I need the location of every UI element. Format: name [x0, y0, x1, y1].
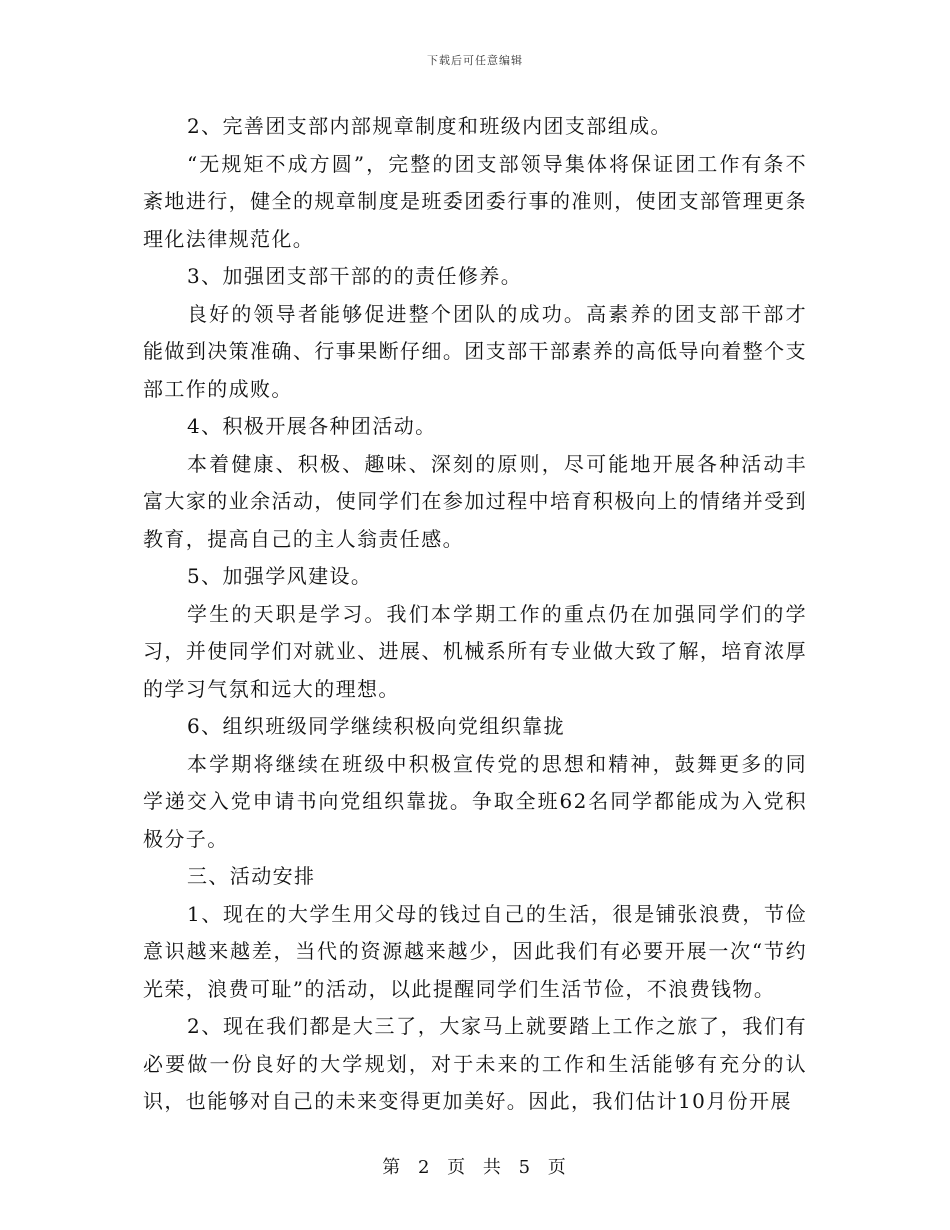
section-heading: 3、加强团支部干部的的责任修养。	[187, 264, 523, 288]
page-number-prefix: 第	[382, 1157, 403, 1178]
page-header: 下载后可任意编辑	[427, 54, 523, 67]
current-page-number: 2	[417, 1157, 432, 1178]
page-footer	[0, 1153, 950, 1179]
total-pages-number: 5	[518, 1157, 533, 1178]
total-label: 页	[547, 1157, 568, 1178]
document-body	[143, 108, 807, 1121]
paragraph: 良好的领导者能够促进整个团队的成功。高素养的团支部干部才能做到决策准确、行事果断仔细。团支部干部素养的高低导向着整个支部工作的成败。	[143, 301, 807, 401]
paragraph: “无规矩不成方圆”，完整的团支部领导集体将保证团工作有条不紊地进行，健全的规章制度是班委团委行事的准则，使团支部管理更条理化法律规范化。	[143, 151, 807, 251]
paragraph: 本学期将继续在班级中积极宣传党的思想和精神，鼓舞更多的同学递交入党申请书向党组织靠拢。争取全班62名同学都能成为入党积极分子。	[143, 751, 807, 851]
section-heading: 5、加强学风建设。	[187, 564, 373, 588]
total-prefix: 共	[482, 1157, 503, 1178]
section-heading: 4、积极开展各种团活动。	[187, 414, 437, 438]
section-heading: 2、完善团支部内部规章制度和班级内团支部组成。	[187, 114, 672, 138]
paragraph: 学生的天职是学习。我们本学期工作的重点仍在加强同学们的学习，并使同学们对就业、进展、机械系所有专业做大致了解，培育浓厚的学习气氛和远大的理想。	[143, 601, 807, 701]
section-heading: 三、活动安排	[187, 864, 316, 888]
paragraph: 1、现在的大学生用父母的钱过自己的生活，很是铺张浪费，节俭意识越来越差，当代的资源越来越少，因此我们有必要开展一次“节约光荣，浪费可耻”的活动，以此提醒同学们生活节俭，不浪费钱物。	[143, 901, 807, 1001]
page-label: 页	[447, 1157, 468, 1178]
paragraph: 本着健康、积极、趣味、深刻的原则，尽可能地开展各种活动丰富大家的业余活动，使同学们在参加过程中培育积极向上的情绪并受到教育，提高自己的主人翁责任感。	[143, 451, 807, 551]
section-heading: 6、组织班级同学继续积极向党组织靠拢	[187, 714, 565, 738]
paragraph: 2、现在我们都是大三了，大家马上就要踏上工作之旅了，我们有必要做一份良好的大学规划，对于未来的工作和生活能够有充分的认识，也能够对自己的未来变得更加美好。因此，我们估计10月份开展	[143, 1014, 807, 1113]
